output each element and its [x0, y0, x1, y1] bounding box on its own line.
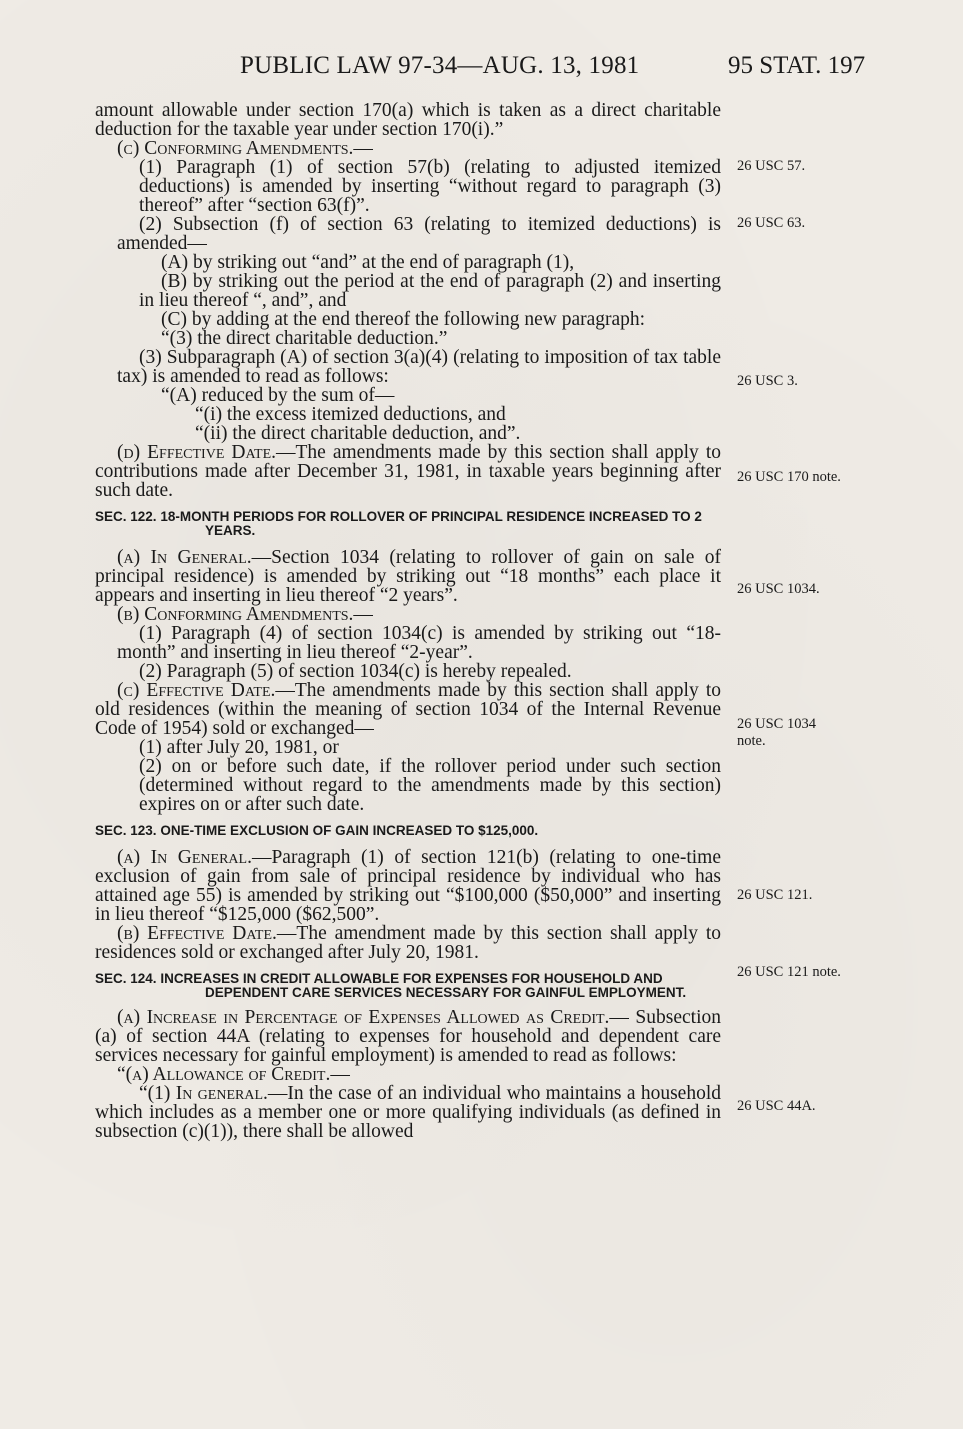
running-header-stat-page: 95 STAT. 197 — [728, 52, 866, 79]
quoted-clause: “(ii) the direct charitable deduction, and”. — [195, 423, 521, 444]
paragraph-text: —The amendment made by this section shall apply to residences sold or exchanged after July 20, 1981. — [95, 923, 721, 963]
section-number: SEC. 124. — [95, 971, 157, 986]
margin-note: 26 USC 121 note. — [737, 964, 841, 980]
section-heading-124 — [95, 972, 721, 1000]
paragraph — [95, 443, 721, 500]
clause: (B) by striking out the period at the end of paragraph (2) and inserting in lieu thereof “, and”, and — [139, 271, 721, 311]
margin-note: 26 USC 1034. — [737, 581, 820, 597]
margin-note: 26 USC 44A. — [737, 1098, 816, 1114]
subsection-label: (d) Effective Date. — [117, 442, 277, 463]
quoted-paragraph: “(A) reduced by the sum of— — [161, 385, 395, 406]
section-number: SEC. 122. — [95, 509, 157, 524]
subsection-label: (c) Conforming Amendments.— — [117, 138, 373, 159]
section-title: INCREASES IN CREDIT ALLOWABLE FOR EXPENSES FOR HOUSEHOLD AND DEPENDENT CARE SERVICES NECESSARY FOR GAINFUL EMPLOYMENT. — [160, 971, 687, 1000]
paragraph — [95, 924, 721, 962]
section-title: 18-MONTH PERIODS FOR ROLLOVER OF PRINCIPAL RESIDENCE INCREASED TO 2 YEARS. — [160, 509, 702, 538]
paragraph — [95, 1008, 721, 1065]
paragraph-text: —Section 1034 (relating to rollover of gain on sale of principal residence) is amended by striking out “18 months” each place it appears and inserting in lieu thereof “2 years”. — [95, 547, 721, 606]
section-heading-122 — [95, 510, 721, 538]
margin-note: 26 USC 57. — [737, 158, 806, 174]
subsection-label: “(1) In general. — [139, 1083, 268, 1104]
paragraph — [95, 1084, 721, 1141]
margin-note: 26 USC 3. — [737, 373, 798, 389]
body-text — [95, 101, 721, 1141]
subsection-label: (b) Conforming Amendments.— — [117, 604, 373, 625]
subsection-label: (c) Effective Date. — [117, 680, 276, 701]
subsection-label: (a) Increase in Percentage of Expenses Allowed as Credit.— — [117, 1007, 629, 1028]
subsection-heading — [95, 1065, 721, 1084]
margin-note: note. — [737, 733, 766, 749]
subsection-heading — [95, 605, 721, 624]
paragraph — [95, 548, 721, 605]
paragraph-text: —In the case of an individual who maintains a household which includes as a member one or more qualifying individuals (as defined in subsection (c)(1)), there shall be allowed — [95, 1083, 721, 1142]
clause: (C) by adding at the end thereof the following new paragraph: — [161, 309, 646, 330]
paragraph: (3) Subparagraph (A) of section 3(a)(4) (relating to imposition of tax table tax) is amended to read as follows: — [117, 347, 721, 387]
clause: (A) by striking out “and” at the end of paragraph (1), — [161, 252, 575, 273]
paragraph: amount allowable under section 170(a) which is taken as a direct charitable deduction for the taxable year under section 170(i).” — [95, 100, 721, 140]
paragraph — [95, 848, 721, 924]
paragraph: (2) Paragraph (5) of section 1034(c) is hereby repealed. — [139, 661, 572, 682]
paragraph: (2) on or before such date, if the rollover period under such section (determined without regard to the amendments made by this section) expires on or after such date. — [139, 756, 721, 815]
section-heading-123 — [95, 824, 721, 838]
quoted-paragraph: “(3) the direct charitable deduction.” — [161, 328, 448, 349]
subsection-heading — [95, 139, 721, 158]
paragraph-text: Subsection (a) of section 44A (relating to expenses for household and dependent care services necessary for gainful employment) is amended to read as follows: — [95, 1007, 722, 1066]
paragraph-text: —The amendments made by this section shall apply to old residences (within the meaning of section 1034 of the Internal Revenue Code of 1954) sold or exchanged— — [95, 680, 721, 739]
paragraph-text: —The amendments made by this section shall apply to contributions made after December 31, 1981, in taxable years beginning after such date. — [95, 442, 721, 501]
margin-note: 26 USC 170 note. — [737, 469, 841, 485]
subsection-label: (a) In General. — [117, 847, 252, 868]
subsection-label: (a) In General. — [117, 547, 252, 568]
paragraph — [139, 158, 721, 215]
subsection-label: (b) Effective Date. — [117, 923, 277, 944]
section-number: SEC. 123. — [95, 823, 157, 838]
paragraph-text: (1) Paragraph (1) of section 57(b) (relating to adjusted itemized deductions) is amended by inserting “without regard to paragraph (3) thereof” after “section 63(f)”. — [139, 157, 721, 216]
paragraph-text: —Paragraph (1) of section 121(b) (relating to one-time exclusion of gain from sale of principal residence by individual who has attained age 55) is amended by striking out “$100,000 ($50,000” and inserting in lieu thereof “$125,000 ($62,500”. — [95, 847, 721, 925]
subsection-label: “(a) Allowance of Credit.— — [117, 1064, 350, 1085]
quoted-clause: “(i) the excess itemized deductions, and — [195, 404, 506, 425]
margin-note: 26 USC 121. — [737, 887, 813, 903]
paragraph: (1) Paragraph (4) of section 1034(c) is amended by striking out “18-month” and inserting in lieu thereof “2-year”. — [117, 623, 721, 663]
paragraph: (2) Subsection (f) of section 63 (relating to itemized deductions) is amended— — [117, 214, 721, 254]
paragraph: (1) after July 20, 1981, or — [139, 737, 339, 758]
running-header-title: PUBLIC LAW 97-34—AUG. 13, 1981 — [240, 52, 640, 79]
section-title: ONE-TIME EXCLUSION OF GAIN INCREASED TO $125,000. — [160, 823, 539, 838]
paragraph — [95, 681, 721, 738]
margin-note: 26 USC 63. — [737, 215, 806, 231]
margin-note: 26 USC 1034 — [737, 716, 816, 732]
